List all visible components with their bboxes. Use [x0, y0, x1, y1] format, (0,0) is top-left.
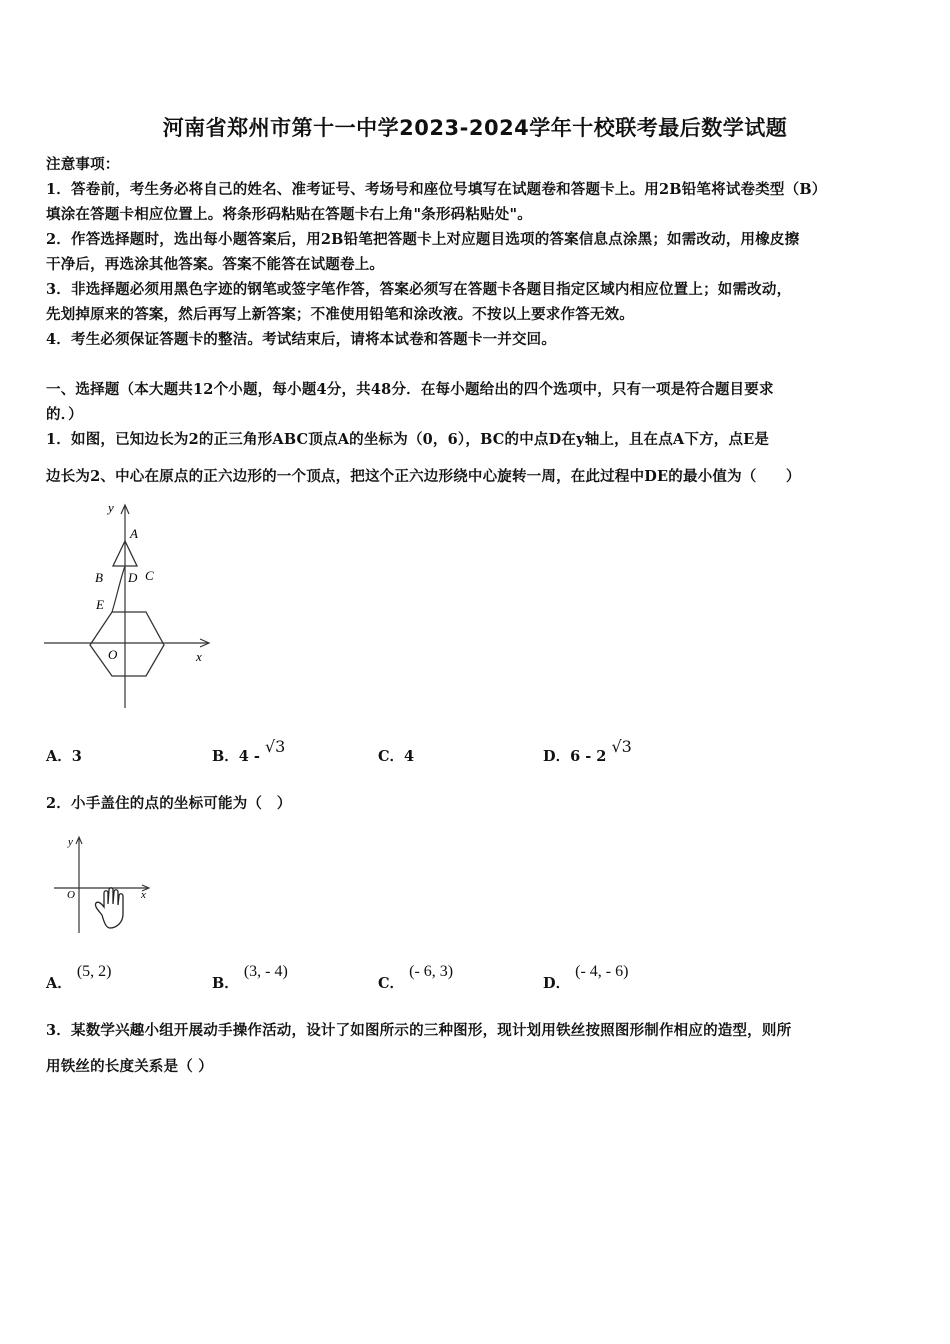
q2-stem: 2．小手盖住的点的坐标可能为（ ） — [46, 795, 292, 812]
notes-line: 干净后，再选涂其他答案。答案不能答在试题卷上。 — [46, 256, 385, 273]
q1-stem: 1．如图，已知边长为2的正三角形ABC顶点A的坐标为（0，6），BC的中点D在y轴上，且在点A下方，点E是 — [46, 431, 770, 448]
option-text: 4 — [404, 748, 415, 765]
q1-option-b — [212, 737, 286, 766]
segment-de — [112, 566, 125, 612]
q2-option-d — [543, 963, 629, 993]
q1-option-a — [46, 745, 82, 766]
notes-line: 2．作答选择题时，选出每小题答案后，用2B铅笔把答题卡上对应题目选项的答案信息点涂黑；如需改动，用橡皮擦 — [46, 231, 800, 248]
q3-stem: 3．某数学兴趣小组开展动手操作活动，设计了如图所示的三种图形，现计划用铁丝按照图形制作相应的造型，则所 — [46, 1022, 792, 1039]
notes-line: 4．考生必须保证答题卡的整洁。考试结束后，请将本试卷和答题卡一并交回。 — [46, 331, 557, 348]
option-value: (- 4, - 6) — [575, 963, 629, 980]
q1-option-d — [543, 737, 632, 766]
option-letter: D． — [543, 748, 571, 765]
notes-line: 先划掉原来的答案，然后再写上新答案；不准使用铅笔和涂改液。不按以上要求作答无效。 — [46, 306, 634, 323]
option-letter: C． — [378, 975, 405, 992]
label-a: A — [130, 526, 138, 541]
option-sqrt: √3 — [264, 737, 286, 756]
q1-option-c — [378, 745, 414, 766]
notes-heading: 注意事项： — [46, 156, 120, 173]
option-letter: C． — [378, 748, 405, 765]
option-value: (3, - 4) — [243, 963, 288, 980]
option-value: (5, 2) — [76, 963, 112, 980]
q1-figure — [40, 498, 220, 713]
label-c: C — [145, 568, 154, 583]
option-text: 3 — [71, 748, 82, 765]
hand-icon — [95, 888, 123, 928]
option-text: 4 - — [238, 748, 260, 765]
section-heading-cont: 的．） — [46, 406, 83, 423]
label-o: O — [108, 647, 118, 662]
option-letter: B． — [212, 975, 239, 992]
label-y: y — [68, 836, 73, 848]
option-sqrt: √3 — [611, 737, 632, 756]
label-b: B — [95, 570, 103, 585]
option-letter: B． — [212, 748, 239, 765]
notes-line: 1．答卷前，考生务必将自己的姓名、准考证号、考场号和座位号填写在试题卷和答题卡上。用2B铅笔将试卷类型（B） — [46, 181, 827, 198]
option-letter: A． — [46, 975, 72, 992]
q2-option-a — [46, 963, 112, 993]
option-letter: D． — [543, 975, 571, 992]
hexagon — [90, 612, 164, 676]
page-title: 河南省郑州市第十一中学2023-2024学年十校联考最后数学试题 — [162, 116, 788, 140]
q3-stem-cont: 用铁丝的长度关系是（ ） — [46, 1058, 213, 1075]
label-y: y — [108, 500, 114, 515]
q1-stem-cont: 边长为2、中心在原点的正六边形的一个顶点，把这个正六边形绕中心旋转一周，在此过程中DE的最小值为（ ） — [46, 468, 801, 485]
notes-line: 3．非选择题必须用黑色字迹的钢笔或签字笔作答，答案必须写在答题卡各题目指定区域内相应位置上；如需改动， — [46, 281, 792, 298]
q2-option-c — [378, 963, 454, 993]
notes-line: 填涂在答题卡相应位置上。将条形码粘贴在答题卡右上角"条形码粘贴处"。 — [46, 206, 532, 223]
label-o: O — [67, 889, 75, 901]
option-letter: A． — [46, 748, 72, 765]
label-x: x — [196, 649, 202, 664]
section-heading: 一、选择题（本大题共12个小题，每小题4分，共48分．在每小题给出的四个选项中，只有一项是符合题目要求 — [46, 381, 774, 398]
q2-option-b — [212, 963, 288, 993]
option-value: (- 6, 3) — [409, 963, 454, 980]
q2-figure — [44, 830, 154, 940]
option-text: 6 - 2 — [570, 748, 607, 765]
label-d: D — [128, 570, 138, 585]
label-e: E — [96, 597, 104, 612]
label-x: x — [141, 889, 146, 901]
